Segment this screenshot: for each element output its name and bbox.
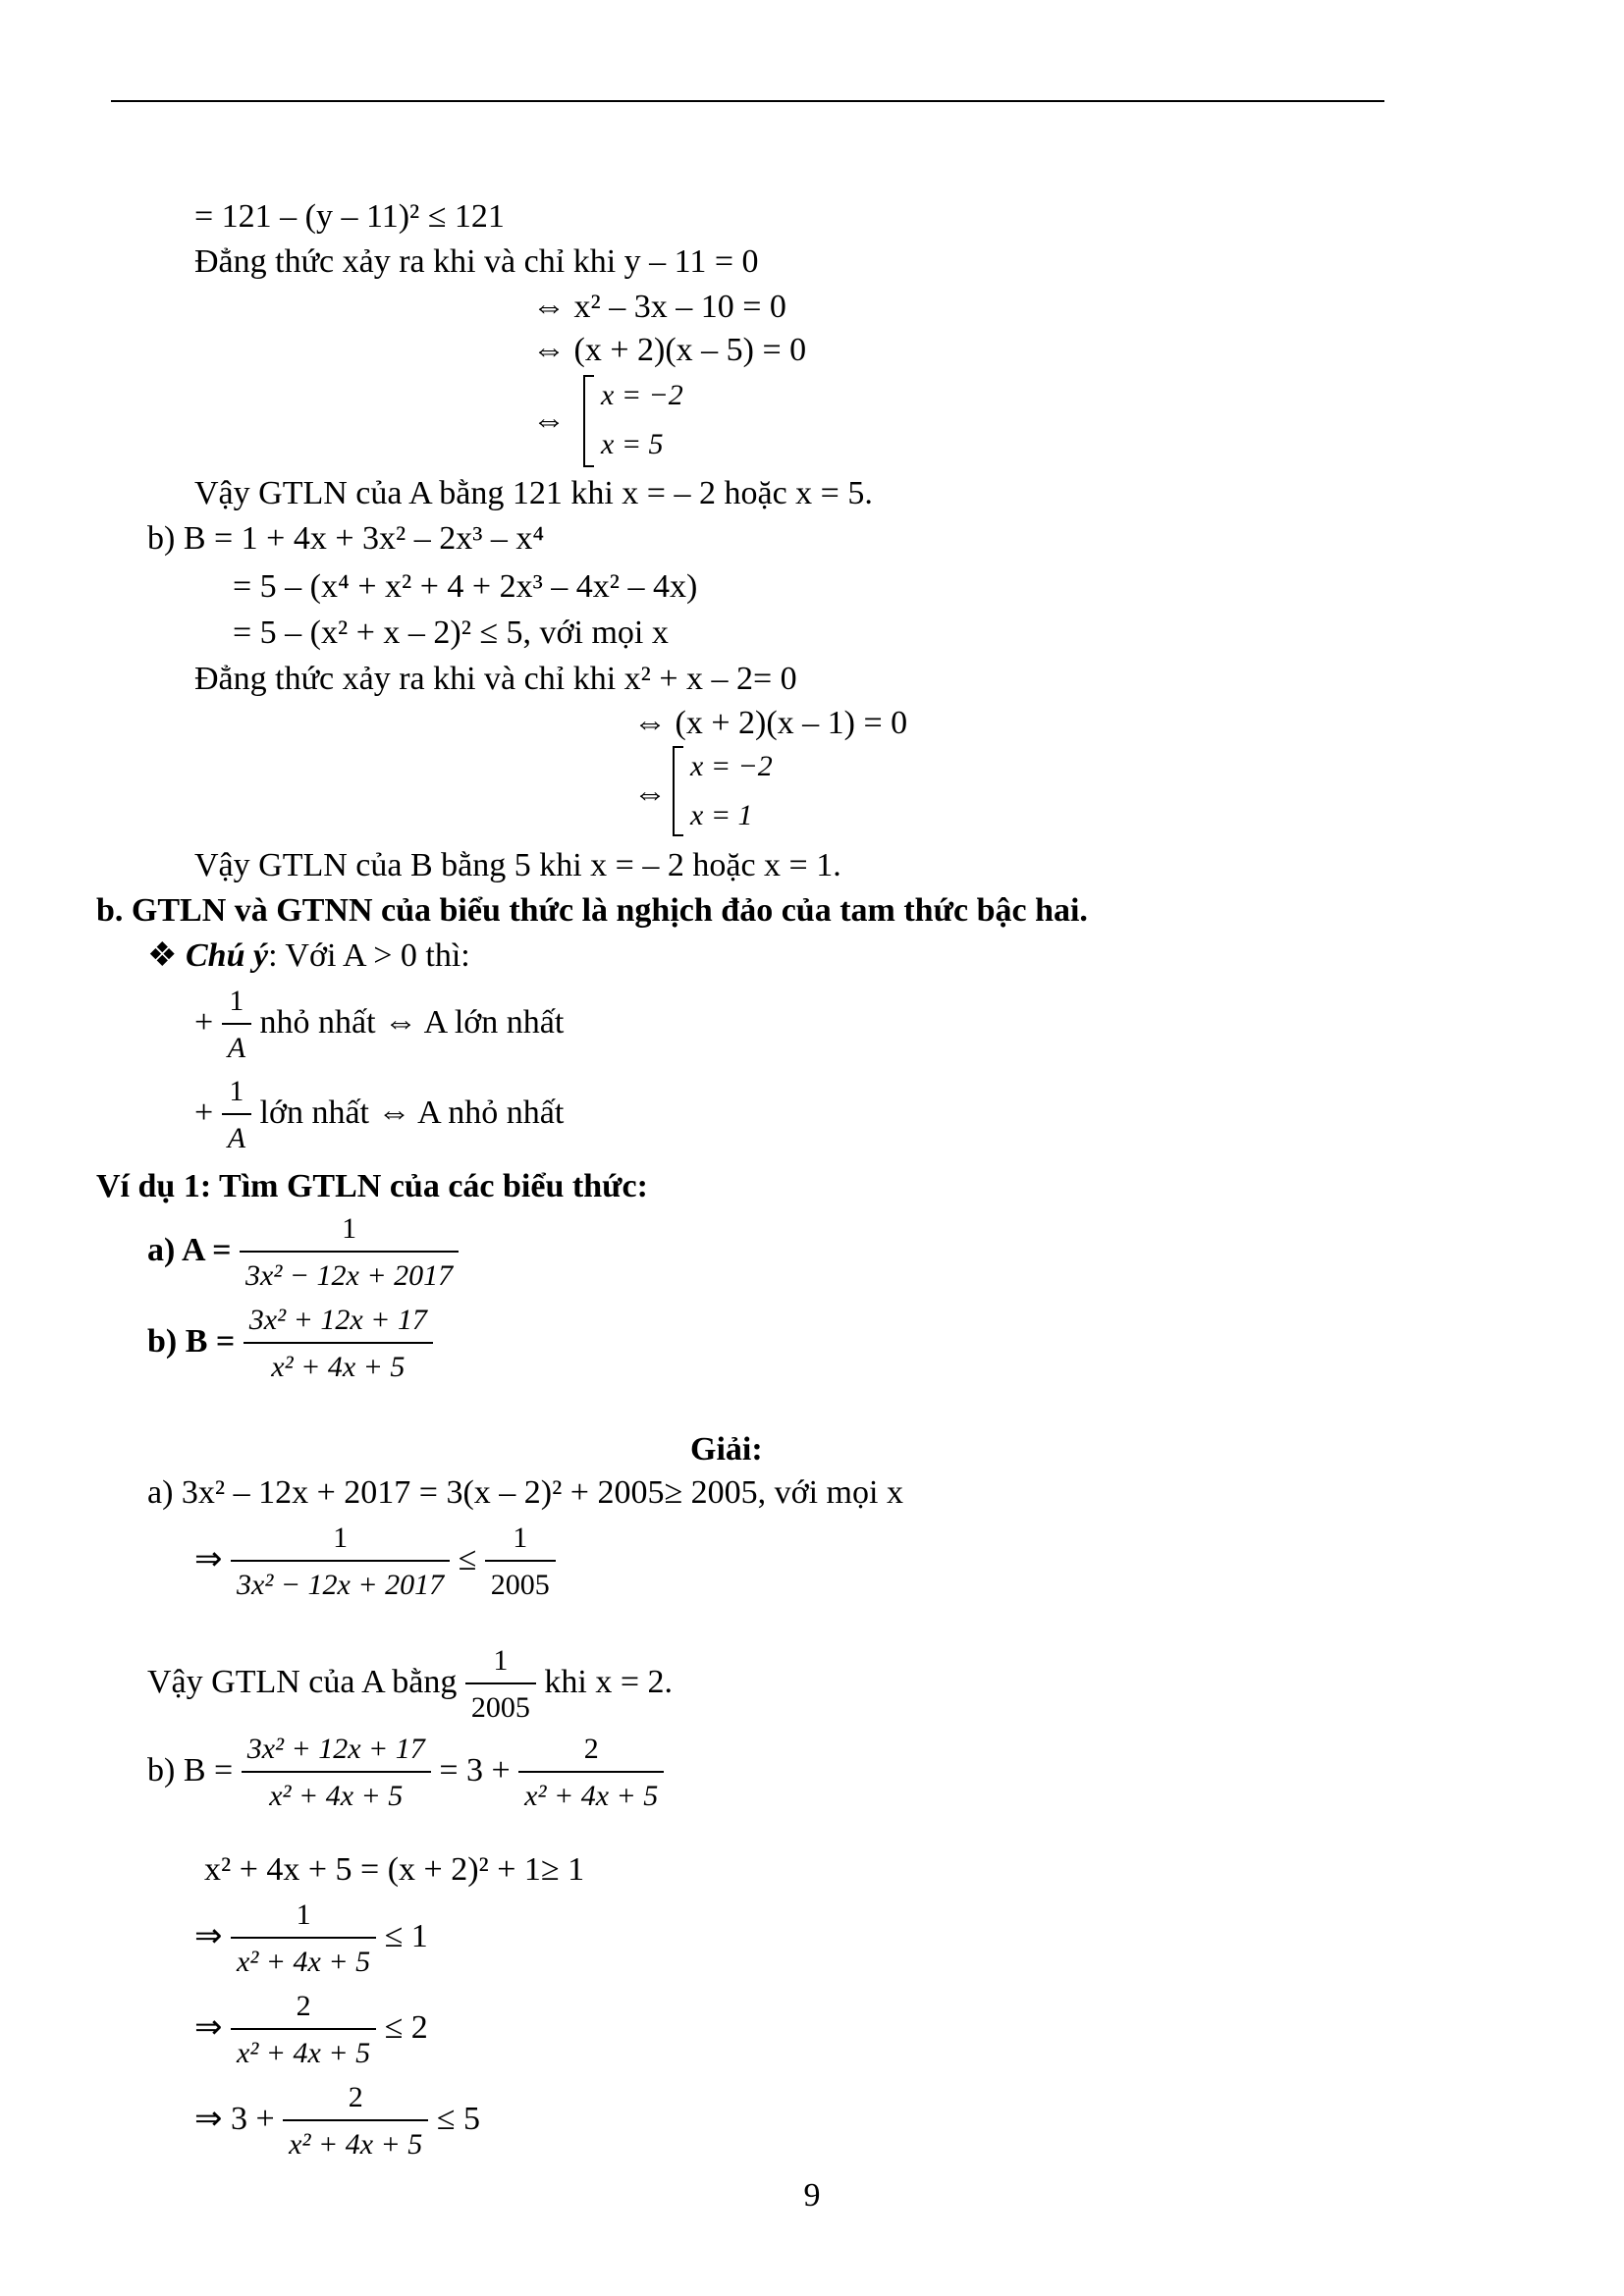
case-system — [673, 746, 810, 832]
header-rule — [111, 100, 1384, 102]
text-line: Vậy GTLN của A bằng 121 khi x = – 2 hoặc x = 5. — [194, 475, 873, 511]
text-line: Vậy GTLN của B bằng 5 khi x = – 2 hoặc x = 1. — [194, 847, 841, 883]
fraction: $\frac{2}{\text{x² + 4x + 5}}$ — [231, 1989, 376, 2071]
system-bracket — [583, 375, 594, 467]
equivalence-symbol: ⇔ — [633, 775, 667, 812]
note-item-text: nhỏ nhất ⇔ A lớn nhất — [259, 1003, 565, 1041]
text-line: b) B = 1 + 4x + 3x² – 2x³ – x⁴ — [147, 520, 545, 557]
le-symbol: ≤ — [458, 1540, 477, 1577]
text-line: a) 3x² – 12x + 2017 = 3(x – 2)² + 2005≥ 2005, với mọi x — [147, 1474, 903, 1511]
case-row: x = −2 — [601, 379, 683, 411]
plus-sign: + — [194, 1094, 214, 1131]
case-row: x = 1 — [690, 799, 753, 831]
text-line: = 121 – (y – 11)² ≤ 121 — [194, 198, 505, 235]
expression-label: b) B = — [147, 1322, 236, 1360]
text-line: ⇔ (x + 2)(x – 5) = 0 — [532, 332, 807, 368]
inequality-tail: ≤ 5 — [436, 2100, 480, 2137]
inequality-line — [194, 1521, 556, 1603]
system-bracket — [673, 746, 683, 836]
note-item-text: lớn nhất ⇔ A nhỏ nhất — [259, 1094, 565, 1131]
equals-part: = 3 + — [439, 1751, 511, 1789]
text-line: x² + 4x + 5 = (x + 2)² + 1≥ 1 — [204, 1851, 585, 1888]
section-heading: b. GTLN và GTNN của biểu thức là nghịch đảo của tam thức bậc hai. — [96, 892, 1088, 929]
expression-label: b) B = — [147, 1751, 234, 1789]
inequality-line — [194, 2080, 480, 2163]
conclusion-tail: khi x = 2. — [544, 1663, 673, 1700]
text-line: ⇔ x² – 3x – 10 = 0 — [532, 289, 786, 325]
note-item — [194, 984, 564, 1066]
solution-title: Giải: — [690, 1431, 763, 1468]
fraction: $\frac{1}{A}$ — [222, 1074, 251, 1156]
text-line: Đẳng thức xảy ra khi và chỉ khi y – 11 = 0 — [194, 243, 759, 280]
fraction: $\frac{1}{\text{3x² − 12x + 2017}}$ — [231, 1521, 450, 1603]
expression-b — [147, 1303, 433, 1385]
page-number: 9 — [803, 2177, 821, 2214]
implies-symbol: ⇒ — [194, 1540, 223, 1577]
example-title: Ví dụ 1: Tìm GTLN của các biểu thức: — [96, 1168, 648, 1204]
case-row: x = 5 — [601, 428, 664, 460]
equivalence-symbol: ⇔ — [532, 402, 566, 439]
text-line: = 5 – (x² + x – 2)² ≤ 5, với mọi x — [233, 614, 669, 651]
inequality-line — [194, 1897, 428, 1980]
fraction: $\frac{\text{3x² + 12x + 17}}{\text{x² + 4x + 5}}$ — [244, 1303, 433, 1385]
note-line — [147, 939, 470, 973]
fraction: $\frac{2}{\text{x² + 4x + 5}}$ — [518, 1732, 664, 1814]
fraction: $\frac{\text{3x² + 12x + 17}}{\text{x² + 4x + 5}}$ — [242, 1732, 431, 1814]
case-row: x = −2 — [690, 750, 773, 782]
expression-a — [147, 1211, 459, 1294]
conclusion-text: Vậy GTLN của A bằng — [147, 1663, 458, 1700]
plus-sign: + — [194, 1003, 214, 1041]
expression-label: a) A = — [147, 1231, 232, 1268]
note-item — [194, 1074, 564, 1156]
fraction: $\frac{1}{\text{x² + 4x + 5}}$ — [231, 1897, 376, 1980]
fraction: $\frac{1}{\text{3x² − 12x + 2017}}$ — [240, 1211, 459, 1294]
inequality-tail: ≤ 1 — [384, 1917, 428, 1954]
case-system — [583, 375, 721, 463]
note-text: : Với A > 0 thì: — [268, 937, 470, 974]
fraction: $\frac{1}{2005}$ — [485, 1521, 556, 1603]
note-label: Chú ý — [185, 937, 269, 974]
fraction: $\frac{2}{\text{x² + 4x + 5}}$ — [283, 2080, 428, 2163]
text-line: ⇔ (x + 2)(x – 1) = 0 — [633, 705, 908, 741]
conclusion-line — [147, 1643, 673, 1726]
fraction: $\frac{1}{2005}$ — [465, 1643, 536, 1726]
inequality-tail: ≤ 2 — [384, 2008, 428, 2046]
equation-line — [147, 1732, 664, 1814]
bullet-icon: ❖ — [147, 937, 178, 974]
implies-symbol: ⇒ — [194, 1917, 223, 1954]
text-line: Đẳng thức xảy ra khi và chỉ khi x² + x – 2= 0 — [194, 661, 797, 697]
text-line: = 5 – (x⁴ + x² + 4 + 2x³ – 4x² – 4x) — [233, 568, 698, 605]
implies-symbol: ⇒ 3 + — [194, 2100, 275, 2137]
inequality-line — [194, 1989, 428, 2071]
implies-symbol: ⇒ — [194, 2008, 223, 2046]
fraction: $\frac{1}{A}$ — [222, 984, 251, 1066]
